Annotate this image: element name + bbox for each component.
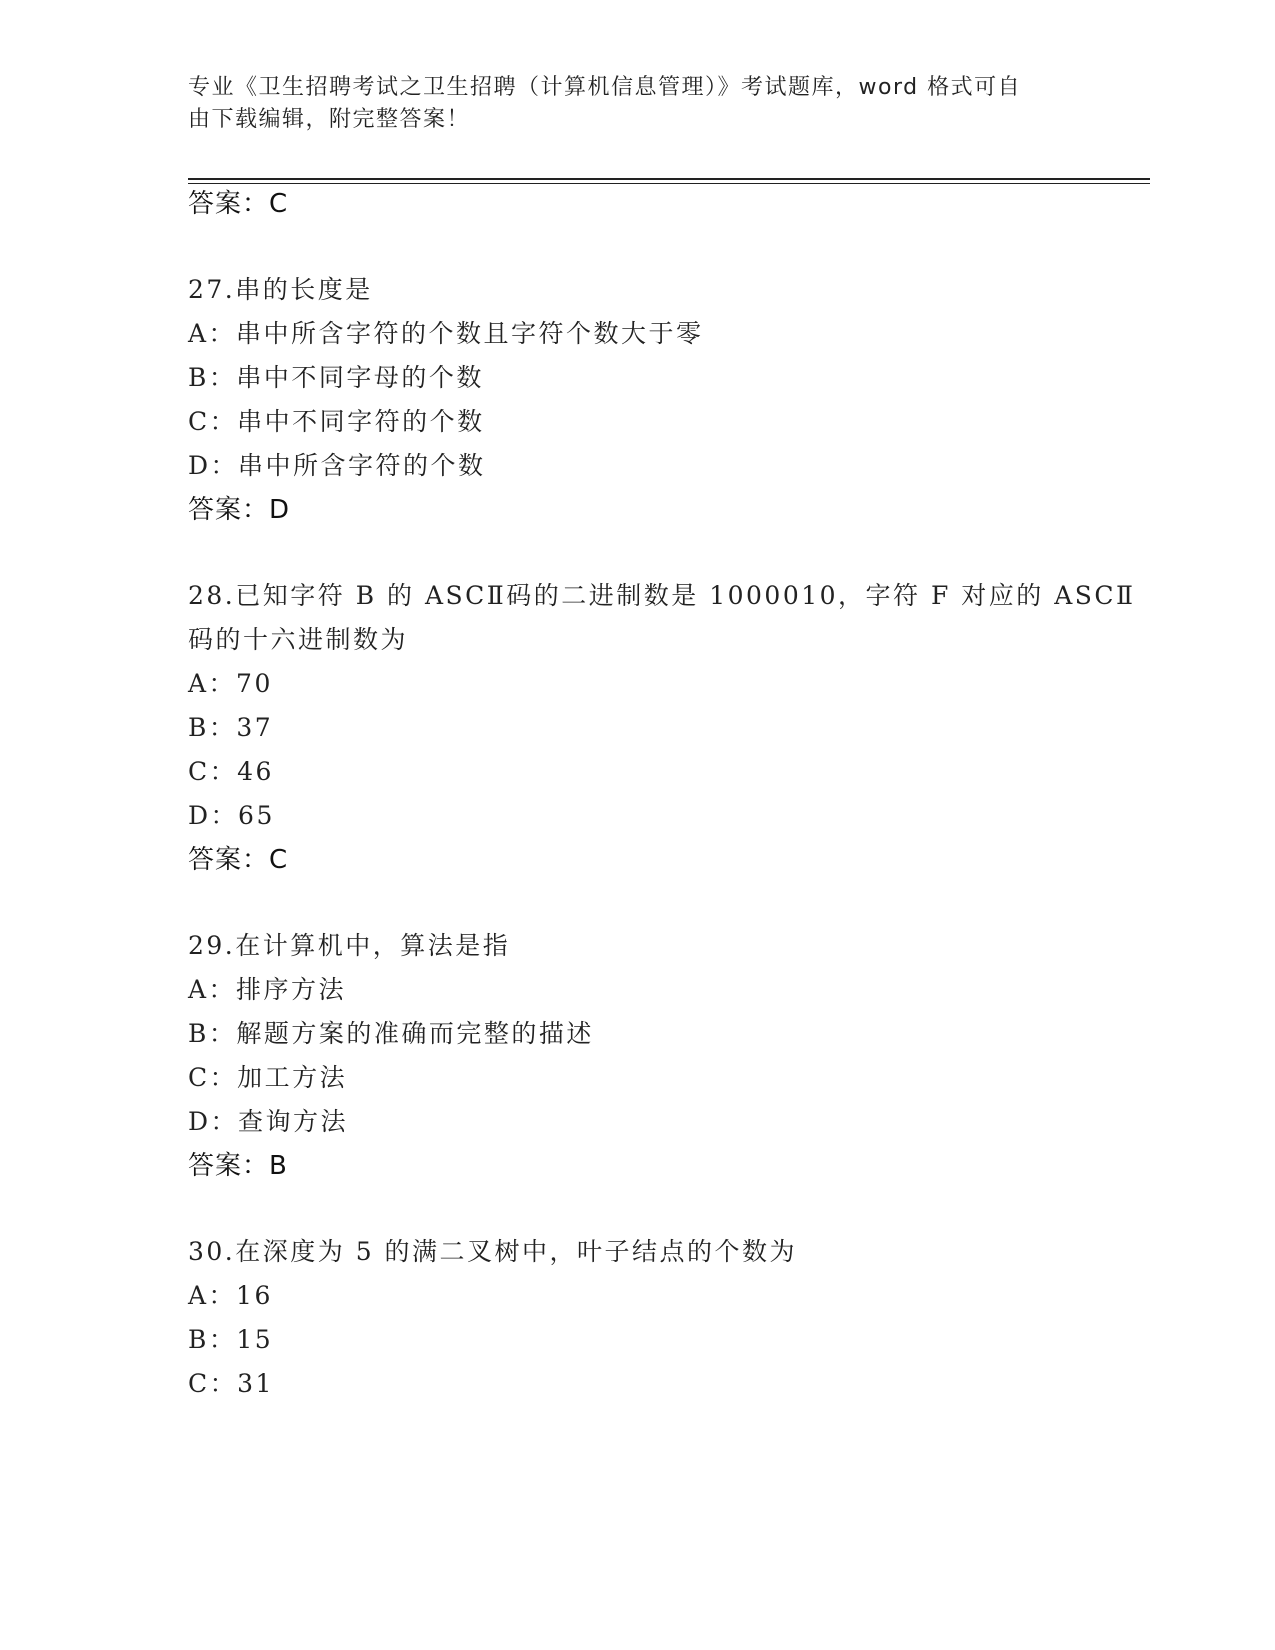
option-d: D：查询方法 — [188, 1107, 349, 1136]
header-divider-thick — [188, 178, 1150, 180]
option-a: A：70 — [188, 669, 273, 698]
option-b: B：串中不同字母的个数 — [188, 363, 484, 392]
option-c: C：加工方法 — [188, 1063, 348, 1092]
question-stem: 27.串的长度是 — [188, 275, 373, 304]
question-stem: 28.已知字符 B 的 ASCⅡ码的二进制数是 1000010，字符 F 对应的 ASCⅡ — [188, 581, 1136, 610]
answer-label: 答案：D — [188, 495, 291, 525]
option-a: A：排序方法 — [188, 975, 347, 1004]
question-stem: 30.在深度为 5 的满二叉树中，叶子结点的个数为 — [188, 1237, 798, 1266]
answer-label: 答案：B — [188, 1151, 288, 1181]
option-c: C：31 — [188, 1369, 274, 1398]
intro-line-1: 专业《卫生招聘考试之卫生招聘（计算机信息管理）》考试题库，word 格式可自 — [188, 75, 1022, 100]
option-d: D：65 — [188, 801, 275, 830]
option-d: D：串中所含字符的个数 — [188, 451, 486, 480]
option-c: C：46 — [188, 757, 274, 786]
question-stem-continued: 码的十六进制数为 — [188, 625, 409, 654]
option-b: B：37 — [188, 713, 274, 742]
answer-label: 答案：C — [188, 845, 289, 875]
intro-line-2: 由下载编辑，附完整答案！ — [188, 107, 471, 132]
option-c: C：串中不同字符的个数 — [188, 407, 485, 436]
option-b: B：15 — [188, 1325, 274, 1354]
header-divider-thin — [188, 183, 1150, 184]
option-b: B：解题方案的准确而完整的描述 — [188, 1019, 594, 1048]
option-a: A：串中所含字符的个数且字符个数大于零 — [188, 319, 704, 348]
question-stem: 29.在计算机中，算法是指 — [188, 931, 511, 960]
previous-answer: 答案：C — [188, 189, 289, 219]
option-a: A：16 — [188, 1281, 273, 1310]
document-intro — [188, 72, 1068, 136]
